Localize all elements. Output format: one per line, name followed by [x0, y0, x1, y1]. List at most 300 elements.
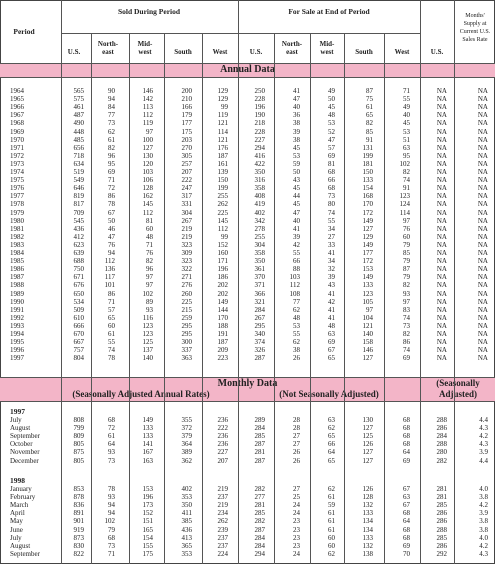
- cell-us2: NA: [436, 87, 447, 95]
- cell-sale-south: 150: [362, 168, 373, 176]
- cell-sale-south: 134: [362, 517, 373, 526]
- cell-sale-midwest: 65: [328, 432, 335, 441]
- cell-period: September: [10, 549, 40, 558]
- cell-sold-us: 805: [73, 440, 84, 449]
- cell-sale-midwest: 57: [328, 143, 335, 152]
- cell-sold-west: 149: [217, 297, 228, 306]
- cell-sold-northeast: 136: [104, 265, 115, 274]
- cell-sold-south: 215: [181, 305, 192, 314]
- cell-sale-south: 127: [362, 224, 373, 233]
- cell-us2: NA: [436, 143, 447, 152]
- cell-sold-west: 129: [217, 95, 228, 104]
- cell-sold-northeast: 67: [108, 208, 115, 217]
- cell-sold-midwest: 119: [142, 119, 153, 128]
- cell-sold-south: 317: [181, 192, 192, 201]
- cell-sold-midwest: 133: [142, 432, 153, 441]
- cell-period: 1990: [10, 297, 24, 306]
- cell-sold-northeast: 55: [108, 338, 115, 347]
- cell-sale-south: 149: [362, 240, 373, 249]
- cell-sold-us: 817: [73, 200, 84, 209]
- cell-sale-northeast: 59: [293, 159, 300, 168]
- cell-sale-south: 61: [366, 103, 373, 112]
- cell-period: 1992: [10, 313, 24, 322]
- cell-sold-midwest: 130: [142, 151, 153, 160]
- cell-period: 1996: [10, 346, 24, 355]
- cell-sold-west: 222: [217, 424, 228, 433]
- cell-sale-west: 64: [403, 448, 410, 457]
- cell-sold-west: 234: [217, 509, 228, 518]
- cell-sold-west: 191: [217, 330, 228, 338]
- cell-sold-northeast: 96: [108, 151, 115, 160]
- cell-sold-south: 203: [181, 135, 192, 144]
- cell-sold-midwest: 142: [142, 95, 153, 104]
- cell-us2: 286: [436, 517, 447, 526]
- cell-sale-midwest: 61: [328, 525, 335, 534]
- cell-sale-south: 170: [362, 200, 373, 209]
- cell-sale-northeast: 23: [293, 541, 300, 550]
- cell-sold-south: 322: [181, 265, 192, 274]
- cell-sold-south: 225: [181, 297, 192, 306]
- cell-sold-us: 666: [73, 321, 84, 330]
- cell-sold-northeast: 86: [108, 289, 115, 298]
- cell-sale-west: 74: [403, 176, 410, 185]
- cell-sold-south: 166: [181, 103, 192, 112]
- cell-sale-northeast: 26: [293, 456, 300, 465]
- cell-period: 1972: [10, 151, 24, 160]
- cell-sale-midwest: 39: [328, 273, 335, 282]
- seasonally-adjusted-l2: Adjusted): [438, 389, 477, 399]
- cell-sale-midwest: 69: [328, 338, 335, 347]
- cell-sold-us: 519: [73, 168, 84, 176]
- cell-us2: NA: [436, 305, 447, 314]
- cell-sale-us: 228: [254, 95, 265, 104]
- cell-sold-midwest: 163: [142, 456, 153, 465]
- cell-sale-midwest: 41: [328, 289, 335, 298]
- cell-sold-us: 549: [73, 176, 84, 185]
- cell-period: 1971: [10, 143, 24, 152]
- cell-sale-midwest: 66: [328, 176, 335, 185]
- col-sale-northeast: [274, 40, 310, 56]
- cell-sale-west: 68: [403, 440, 410, 449]
- cell-sold-us: 436: [73, 224, 84, 233]
- cell-sale-west: 71: [403, 87, 410, 95]
- cell-sold-us: 634: [73, 159, 84, 168]
- cell-us2: NA: [436, 330, 447, 338]
- cell-sold-west: 129: [217, 87, 228, 95]
- cell-sold-northeast: 78: [108, 485, 115, 493]
- cell-sold-midwest: 112: [142, 208, 153, 217]
- cell-sale-west: 68: [403, 416, 410, 424]
- cell-us2: NA: [436, 321, 447, 330]
- cell-sale-northeast: 53: [293, 151, 300, 160]
- cell-sale-northeast: 112: [289, 281, 300, 290]
- cell-sale-northeast: 88: [293, 265, 300, 274]
- table-row: [0, 103, 495, 111]
- period-header: Period: [13, 27, 35, 36]
- months-supply-line-4: Sales Rate: [462, 37, 488, 43]
- cell-us2: NA: [436, 111, 447, 120]
- cell-sold-us: 565: [73, 87, 84, 95]
- cell-sold-northeast: 78: [108, 354, 115, 363]
- cell-sold-us: 750: [73, 265, 84, 274]
- cell-sold-midwest: 141: [142, 440, 153, 449]
- cell-sold-midwest: 127: [142, 143, 153, 152]
- cell-sale-northeast: 45: [293, 184, 300, 193]
- table-row: [0, 542, 495, 550]
- table-row: [0, 432, 495, 440]
- cell-sale-west: 68: [403, 424, 410, 433]
- cell-sold-west: 223: [217, 354, 228, 363]
- cell-months-supply: NA: [477, 127, 488, 136]
- cell-us2: 288: [436, 440, 447, 449]
- cell-sale-us: 416: [254, 151, 265, 160]
- cell-sold-west: 224: [217, 549, 228, 558]
- cell-months-supply: 4.3: [479, 440, 488, 449]
- cell-months-supply: 4.3: [479, 424, 488, 433]
- cell-us2: 280: [436, 448, 447, 457]
- seasonally-adjusted-l1: (Seasonally: [436, 378, 480, 388]
- cell-sale-northeast: 28: [293, 416, 300, 424]
- table-row: [0, 509, 495, 517]
- cell-period: 1987: [10, 273, 24, 282]
- cell-sold-us: 822: [73, 549, 84, 558]
- cell-sale-west: 82: [403, 330, 410, 338]
- cell-us2: NA: [436, 354, 447, 363]
- not-seasonal-label: (Not Seasonally Adjusted): [279, 389, 379, 399]
- cell-sold-northeast: 74: [108, 346, 115, 355]
- cell-sold-us: 623: [73, 240, 84, 249]
- cell-us2: NA: [436, 224, 447, 233]
- cell-sale-south: 133: [362, 509, 373, 518]
- col-sold-midwest-l2: west: [138, 48, 152, 56]
- cell-months-supply: NA: [477, 184, 488, 193]
- cell-sold-midwest: 48: [146, 232, 153, 241]
- cell-sold-west: 236: [217, 432, 228, 441]
- cell-months-supply: 4.2: [479, 501, 488, 510]
- cell-sale-west: 123: [399, 192, 410, 201]
- cell-us2: NA: [436, 151, 447, 160]
- cell-months-supply: NA: [477, 273, 488, 282]
- cell-sold-west: 99: [221, 232, 228, 241]
- cell-us2: 288: [436, 525, 447, 534]
- table-row: [0, 493, 495, 501]
- table-row: [0, 314, 495, 322]
- table-row: [0, 111, 495, 119]
- cell-sold-northeast: 112: [104, 257, 115, 266]
- cell-sold-northeast: 79: [108, 525, 115, 534]
- table-row: [0, 485, 495, 493]
- cell-sold-us: 804: [73, 354, 84, 363]
- cell-sale-us: 358: [254, 249, 265, 257]
- cell-sold-northeast: 61: [108, 135, 115, 144]
- cell-sold-midwest: 97: [146, 273, 153, 282]
- cell-sale-south: 121: [362, 321, 373, 330]
- cell-sale-midwest: 27: [328, 232, 335, 241]
- cell-sale-midwest: 52: [328, 127, 335, 136]
- cell-sold-south: 222: [181, 176, 192, 185]
- cell-sale-northeast: 38: [293, 135, 300, 144]
- cell-sold-midwest: 151: [142, 517, 153, 526]
- cell-sold-us: 485: [73, 135, 84, 144]
- cell-sale-us: 358: [254, 184, 265, 193]
- cell-sold-west: 255: [217, 192, 228, 201]
- cell-sold-northeast: 102: [104, 517, 115, 526]
- table-row: [0, 168, 495, 176]
- cell-period: May: [10, 517, 23, 526]
- cell-sale-south: 75: [366, 95, 373, 104]
- cell-sale-south: 123: [362, 289, 373, 298]
- cell-sale-midwest: 68: [328, 168, 335, 176]
- cell-period: July: [10, 416, 22, 424]
- cell-sale-us: 294: [254, 549, 265, 558]
- cell-sale-northeast: 25: [293, 493, 300, 502]
- cell-sold-midwest: 93: [146, 305, 153, 314]
- cell-sale-midwest: 73: [328, 192, 335, 201]
- cell-period: February: [10, 493, 36, 502]
- cell-us2: 285: [436, 533, 447, 542]
- cell-sale-us: 285: [254, 432, 265, 441]
- cell-sale-west: 82: [403, 281, 410, 290]
- cell-sale-northeast: 27: [293, 432, 300, 441]
- cell-sale-south: 87: [366, 87, 373, 95]
- months-supply-line-3: Current U.S.: [459, 29, 491, 35]
- cell-sale-midwest: 33: [328, 240, 335, 249]
- annual-data-label: Annual Data: [220, 64, 275, 75]
- cell-sale-south: 91: [366, 135, 373, 144]
- cell-sale-west: 74: [403, 346, 410, 355]
- table-row: [0, 209, 495, 217]
- cell-sale-northeast: 42: [293, 240, 300, 249]
- cell-sale-south: 126: [362, 440, 373, 449]
- cell-sale-us: 284: [254, 541, 265, 550]
- cell-months-supply: NA: [477, 289, 488, 298]
- cell-sold-northeast: 64: [108, 440, 115, 449]
- forsale-group-header: For Sale at End of Period: [288, 7, 370, 16]
- cell-period: 1993: [10, 321, 24, 330]
- cell-sale-midwest: 67: [328, 346, 335, 355]
- cell-period: 1973: [10, 159, 24, 168]
- cell-sale-midwest: 59: [328, 501, 335, 510]
- cell-sold-west: 219: [217, 485, 228, 493]
- cell-us2: NA: [436, 216, 447, 225]
- cell-sale-northeast: 55: [293, 330, 300, 338]
- cell-sale-west: 51: [403, 135, 410, 144]
- cell-months-supply: NA: [477, 151, 488, 160]
- cell-sale-us: 281: [254, 501, 265, 510]
- cell-months-supply: NA: [477, 224, 488, 233]
- cell-sold-us: 646: [73, 184, 84, 193]
- cell-period: 1976: [10, 184, 24, 193]
- cell-sale-us: 350: [254, 257, 265, 266]
- cell-sale-south: 129: [362, 232, 373, 241]
- cell-period: 1967: [10, 111, 24, 120]
- cell-period: July: [10, 533, 22, 542]
- cell-sale-northeast: 45: [293, 200, 300, 209]
- cell-sold-south: 355: [181, 416, 192, 424]
- cell-months-supply: NA: [477, 216, 488, 225]
- cell-sold-northeast: 62: [108, 127, 115, 136]
- cell-sold-south: 363: [181, 354, 192, 363]
- cell-period: 1981: [10, 224, 24, 233]
- cell-us2: NA: [436, 192, 447, 201]
- table-row: [0, 217, 495, 225]
- cell-sold-midwest: 167: [142, 448, 153, 457]
- col-sale-midwest: [310, 40, 344, 56]
- cell-sold-south: 304: [181, 208, 192, 217]
- cell-sale-south: 172: [362, 208, 373, 217]
- cell-sale-us: 287: [254, 354, 265, 363]
- cell-months-supply: NA: [477, 338, 488, 347]
- cell-sold-west: 202: [217, 289, 228, 298]
- cell-sold-south: 362: [181, 456, 192, 465]
- cell-us2: NA: [436, 119, 447, 128]
- cell-sold-west: 145: [217, 216, 228, 225]
- cell-us2: NA: [436, 184, 447, 193]
- cell-months-supply: NA: [477, 354, 488, 363]
- cell-sold-us: 656: [73, 143, 84, 152]
- cell-months-supply: 4.2: [479, 432, 488, 441]
- cell-sale-midwest: 61: [328, 509, 335, 518]
- cell-sold-us: 575: [73, 95, 84, 104]
- cell-us2: 281: [436, 485, 447, 493]
- cell-sold-us: 667: [73, 338, 84, 347]
- col-sold-south: South: [174, 48, 192, 56]
- cell-sold-south: 413: [181, 533, 192, 542]
- cell-period: September: [10, 432, 40, 441]
- cell-sale-south: 154: [362, 184, 373, 193]
- cell-sale-south: 133: [362, 176, 373, 185]
- cell-sold-midwest: 97: [146, 127, 153, 136]
- cell-sold-west: 152: [217, 240, 228, 249]
- cell-sold-midwest: 153: [142, 485, 153, 493]
- col-sale-west: West: [394, 48, 410, 56]
- seasonal-annual-label: (Seasonally Adjusted Annual Rates): [72, 389, 210, 399]
- cell-sold-midwest: 154: [142, 533, 153, 542]
- cell-sold-west: 144: [217, 305, 228, 314]
- cell-sale-us: 408: [254, 192, 265, 201]
- cell-sale-west: 97: [403, 216, 410, 225]
- cell-months-supply: NA: [477, 95, 488, 104]
- cell-sold-us: 545: [73, 216, 84, 225]
- cell-sale-west: 86: [403, 338, 410, 347]
- cell-us2: NA: [436, 297, 447, 306]
- cell-period: 1975: [10, 176, 24, 185]
- cell-period: December: [10, 456, 39, 465]
- table-row: [0, 241, 495, 249]
- table-row: [0, 517, 495, 525]
- cell-sold-midwest: 140: [142, 354, 153, 363]
- cell-sold-west: 227: [217, 448, 228, 457]
- cell-sold-northeast: 46: [108, 224, 115, 233]
- cell-sale-midwest: 62: [328, 549, 335, 558]
- cell-sale-south: 181: [362, 159, 373, 168]
- table-row: [0, 184, 495, 192]
- cell-sale-us: 316: [254, 176, 265, 185]
- table-row: [0, 457, 495, 465]
- cell-sold-us: 757: [73, 346, 84, 355]
- cell-us2: NA: [436, 232, 447, 241]
- cell-sold-west: 188: [217, 321, 228, 330]
- cell-months-supply: NA: [477, 103, 488, 112]
- col-sale-midwest-l1: Mid-: [319, 40, 335, 48]
- cell-sold-northeast: 84: [108, 103, 115, 112]
- cell-sold-midwest: 96: [146, 265, 153, 274]
- cell-sold-midwest: 123: [142, 321, 153, 330]
- cell-sale-west: 102: [399, 159, 410, 168]
- cell-sold-us: 875: [73, 448, 84, 457]
- table-row: [0, 501, 495, 509]
- cell-sold-us: 830: [73, 541, 84, 550]
- cell-months-supply: NA: [477, 208, 488, 217]
- cell-sale-us: 350: [254, 168, 265, 176]
- cell-sold-midwest: 60: [146, 224, 153, 233]
- cell-sale-south: 172: [362, 257, 373, 266]
- cell-months-supply: NA: [477, 135, 488, 144]
- cell-months-supply: 4.4: [479, 456, 488, 465]
- cell-sold-west: 176: [217, 143, 228, 152]
- cell-sold-northeast: 77: [108, 111, 115, 120]
- rule-under-group-headers: [61, 33, 420, 34]
- cell-period: 1977: [10, 192, 24, 201]
- cell-sold-midwest: 106: [142, 176, 153, 185]
- table-row: [0, 225, 495, 233]
- cell-sale-northeast: 39: [293, 127, 300, 136]
- cell-period: 1980: [10, 216, 24, 225]
- cell-sold-midwest: 149: [142, 416, 153, 424]
- table-row: [0, 192, 495, 200]
- cell-sale-west: 49: [403, 103, 410, 112]
- cell-sale-midwest: 81: [328, 159, 335, 168]
- cell-sold-west: 150: [217, 176, 228, 185]
- table-row: [0, 416, 495, 424]
- cell-sale-south: 132: [362, 541, 373, 550]
- cell-months-supply: NA: [477, 330, 488, 338]
- cell-sale-west: 70: [403, 549, 410, 558]
- cell-sale-south: 133: [362, 281, 373, 290]
- cell-sold-midwest: 128: [142, 184, 153, 193]
- cell-sale-midwest: 62: [328, 485, 335, 493]
- cell-sale-northeast: 77: [293, 297, 300, 306]
- cell-sale-us: 287: [254, 456, 265, 465]
- cell-sale-midwest: 53: [328, 119, 335, 128]
- cell-months-supply: 4.3: [479, 549, 488, 558]
- cell-sold-west: 187: [217, 151, 228, 160]
- cell-sold-us: 461: [73, 103, 84, 112]
- cell-sold-west: 139: [217, 168, 228, 176]
- cell-sale-west: 64: [403, 517, 410, 526]
- cell-sale-northeast: 50: [293, 168, 300, 176]
- table-row: [0, 550, 495, 558]
- cell-sale-northeast: 38: [293, 119, 300, 128]
- cell-sold-us: 610: [73, 313, 84, 322]
- cell-us2: NA: [436, 240, 447, 249]
- cell-sale-northeast: 47: [293, 95, 300, 104]
- months-supply-line-1: Months': [465, 13, 485, 19]
- cell-sale-northeast: 26: [293, 448, 300, 457]
- cell-sold-northeast: 76: [108, 240, 115, 249]
- cell-period: 1968: [10, 119, 24, 128]
- cell-sold-south: 210: [181, 95, 192, 104]
- cell-sold-northeast: 50: [108, 216, 115, 225]
- cell-sale-us: 419: [254, 200, 265, 209]
- cell-sold-midwest: 100: [142, 135, 153, 144]
- table-row: [0, 526, 495, 534]
- cell-sale-south: 105: [362, 297, 373, 306]
- cell-sold-northeast: 93: [108, 448, 115, 457]
- cell-sale-northeast: 108: [289, 289, 300, 298]
- cell-months-supply: NA: [477, 111, 488, 120]
- cell-us2: NA: [436, 168, 447, 176]
